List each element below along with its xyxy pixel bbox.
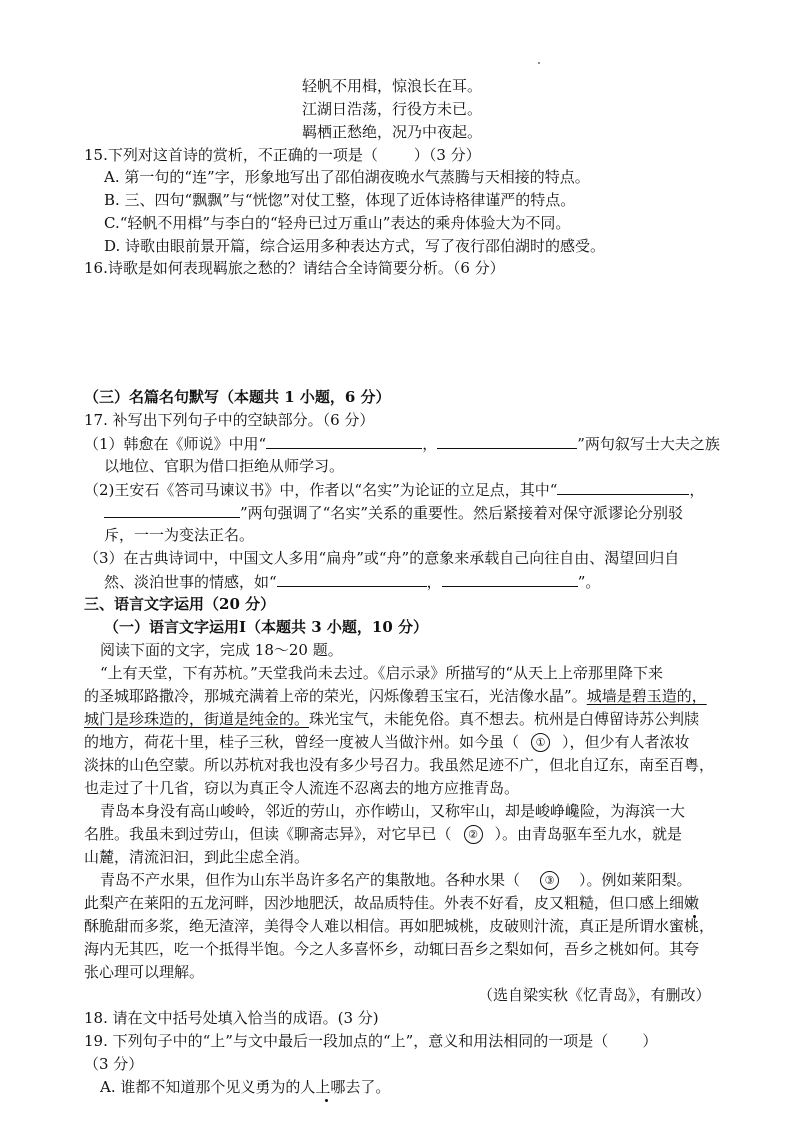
q17-item-1: （1）韩愈在《师说》中用“ ， ”两句叙写士大夫之族 — [84, 435, 720, 453]
q17-item-3: （3）在古典诗词中，中国文人多用“扁舟”或“舟”的意象来承载自己向往自由、渴望回归自 — [84, 549, 680, 567]
blank-marker-2[interactable]: ② — [464, 825, 483, 844]
q17-item-2-cont: ”两句强调了“名实”关系的重要性。然后紧接着对保守派谬论分别驳 — [104, 502, 683, 523]
q19-points: （3 分） — [84, 1055, 144, 1073]
passage-line: “上有天堂，下有苏杭。”天堂我尚未去过。《启示录》所描写的“从天上上帝那里降下来 — [100, 664, 664, 682]
passage-line: 青岛本身没有高山峻岭，邻近的劳山，亦作崂山，又称牢山，却是峻峥巉险，为海滨一大 — [100, 802, 686, 820]
blank-marker-3[interactable]: ③ — [540, 871, 559, 890]
passage-line: 酥脆甜而多浆，绝无渣滓，美得令人难以相信。再如肥城桃，皮破则汁流，真正是所谓水蜜桃， — [84, 917, 715, 935]
blank-marker-1[interactable]: ① — [531, 733, 550, 752]
passage-line: 张心理可以理解。 — [84, 963, 205, 981]
underlined-sentence: 城门是珍珠造的，街道是纯金的。 — [84, 710, 310, 728]
q17-item-3-cont: 然、淡泊世事的情感，如“ ， ”。 — [104, 573, 601, 591]
q17-blank-3b[interactable] — [442, 571, 578, 587]
passage-line: 的圣城耶路撒冷，那城充满着上帝的荣光，闪烁像碧玉宝石，光洁像水晶”。城墙是碧玉造的， — [84, 687, 707, 705]
passage-line: 的地方，荷花十里，桂子三秋，曾经一度被人当做汴州。如今虽（ ① ），但少有人者浓妆 — [84, 733, 690, 751]
poem-line-1: 轻帆不用楫，惊浪长在耳。 — [302, 77, 483, 95]
q17-blank-2a[interactable] — [557, 479, 689, 495]
passage-line: 城门是珍珠造的，街道是纯金的。珠光宝气，未能免俗。真不想去。杭州是白傅留诗苏公判牍 — [84, 710, 700, 728]
q15-option-b: B. 三、四句“飘飘”与“恍惚”对仗工整，体现了近体诗格律谨严的特点。 — [104, 191, 576, 209]
passage-line: 名胜。我虽未到过劳山，但读《聊斋志异》，对它早已（ ② ）。由青岛驱车至九水，就是 — [84, 825, 683, 843]
section-3-heading: （三）名篇名句默写（本题共 1 小题，6 分） — [84, 388, 391, 406]
emphasis-dot — [325, 1099, 328, 1102]
q17-item-2-end: 斥，一一为变法正名。 — [104, 526, 255, 544]
q19-option-a: A. 谁都不知道那个见义勇为的人上哪去了。 — [100, 1078, 391, 1096]
passage-line: 此梨产在莱阳的五龙河畔，因沙地肥沃，故品质特佳。外表不好看，皮又粗糙，但口感上细嫩 — [84, 894, 700, 912]
underlined-sentence: 城墙是碧玉造的， — [586, 687, 707, 705]
poem-line-3: 羁栖正愁绝，况乃中夜起。 — [302, 123, 483, 141]
q15-option-c: C.“轻帆不用楫”与李白的“轻舟已过万重山”表达的乘舟体验大为不同。 — [104, 214, 571, 232]
q17-blank-1b[interactable] — [437, 433, 577, 449]
passage-line: 海内无其匹，吃一个抵得半饱。今之人多喜怀乡，动辄曰吾乡之梨如何，吾乡之桃如何。其夸 — [84, 940, 700, 958]
q17-blank-1a[interactable] — [266, 433, 422, 449]
q17-blank-2b[interactable] — [104, 502, 240, 518]
passage-line: 也走过了十几省，窃以为真正令人流连不忍离去的地方应推青岛。 — [84, 779, 520, 797]
q18-stem: 18. 请在文中括号处填入恰当的成语。(3 分) — [84, 1009, 379, 1027]
passage-intro: 阅读下面的文字，完成 18～20 题。 — [100, 641, 343, 659]
q17-stem: 17. 补写出下列句子中的空缺部分。（6 分） — [84, 411, 375, 429]
part-3-heading: 三、语言文字运用（20 分） — [84, 595, 276, 613]
subsection-1-heading: （一）语言文字运用Ⅰ（本题共 3 小题，10 分） — [104, 618, 428, 636]
scan-speck — [538, 62, 540, 64]
passage-line: 青岛不产水果，但作为山东半岛许多名产的集散地。各种水果（ ③ ）。例如莱阳梨。 — [100, 871, 692, 889]
q15-option-d: D. 诗歌由眼前景开篇，综合运用多种表达方式，写了夜行邵伯湖时的感受。 — [104, 237, 606, 255]
poem-line-2: 江湖日浩荡，行役方未已。 — [302, 100, 483, 118]
q19-stem: 19. 下列句子中的“上”与文中最后一段加点的“上”，意义和用法相同的一项是（ ） — [84, 1032, 658, 1050]
q17-item-1-cont: 以地位、官职为借口拒绝从师学习。 — [104, 457, 345, 475]
q16-answer-space[interactable] — [84, 282, 724, 382]
q17-item-2: （2)王安石《答司马谏议书》中，作者以“名实”为论证的立足点，其中“ ， — [84, 481, 705, 499]
q17-blank-3a[interactable] — [277, 571, 427, 587]
q15-option-a: A. 第一句的“连”字，形象地写出了邵伯湖夜晚水气蒸腾与天相接的特点。 — [104, 168, 590, 186]
passage-source: （选自梁实秋《忆青岛》，有删改） — [478, 986, 711, 1004]
q16-stem: 16.诗歌是如何表现羁旅之愁的？请结合全诗简要分析。（6 分） — [84, 259, 505, 277]
q15-stem: 15.下列对这首诗的赏析，不正确的一项是（ ）（3 分） — [84, 146, 481, 164]
passage-line: 山麓，清流汩汩，到此尘虑全消。 — [84, 848, 310, 866]
passage-line: 淡抹的山色空蒙。所以苏杭对我也没有多少号召力。我虽然足迹不广，但北自辽东，南至百粤， — [84, 756, 715, 774]
